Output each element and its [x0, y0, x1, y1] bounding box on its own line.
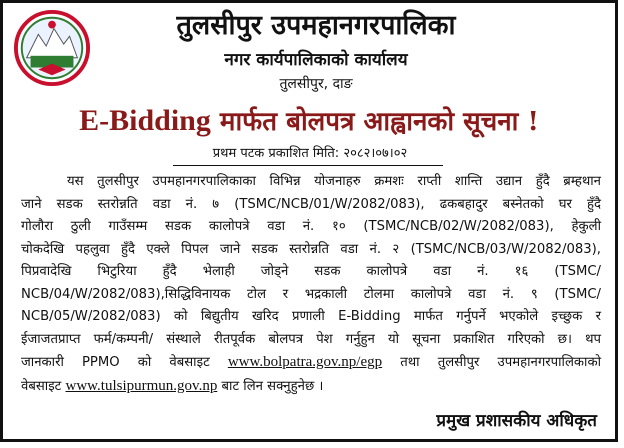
- body-line: [21, 375, 601, 399]
- office-name: नगर कार्यपालिकाको कार्यालय: [224, 50, 408, 70]
- body-line: [21, 351, 601, 375]
- body-line: गोलौरा ठुली गाउँसम्म सडक कालोपत्रे वडा नं. १० (TSMC/NCB/02/W/2082/083), हेकुली: [21, 219, 601, 234]
- municipality-website-link[interactable]: www.tulsipurmun.gov.np: [65, 377, 218, 394]
- notice-headline: [3, 103, 615, 140]
- body-line: ईजाजतप्राप्त फर्म/कम्पनी/ संस्थाले रीतपूर्वक बोलपत्र पेश गर्नुहुन यो सूचना प्रकाशित गरिएको छ। थप: [21, 331, 601, 347]
- headline-latin: E-Bidding: [79, 104, 211, 137]
- signatory-title: प्रमुख प्रशासकीय अधिकृत: [436, 411, 597, 431]
- body-line: चोकदेखि पहलुवा हुँदै एक्ले पिपल जाने सडक स्तरोन्नति वडा नं. २ (TSMC/NCB/03/W/2082/083),: [21, 241, 601, 257]
- body-line: यस तुलसीपुर उपमहानगरपालिकाका विभिन्न योजनाहरु क्रमशः राप्ती शान्ति उद्यान हुँदै ब्रम्हथान: [67, 174, 601, 189]
- body-text: वेबसाइट: [21, 378, 66, 394]
- nepal-government-emblem-icon: [13, 9, 91, 87]
- body-line: NCB/04/W/2082/083),सिद्धिविनायक टोल र भद्रकाली टोलमा कालोपत्रे वडा नं. ९ (TSMC/: [21, 286, 601, 302]
- publication-date-underline: [173, 165, 443, 166]
- organization-name: तुलसीपुर उपमहानगरपालिका: [176, 10, 456, 41]
- body-line: पिप्रवादेखि भिटुरिया हुँदै भेलाही जोड्ने सडक कालोपत्रे वडा नं. १६ (TSMC/: [21, 264, 601, 279]
- body-text: बाट लिन सक्नुहुनेछ ।: [217, 378, 324, 394]
- body-line: NCB/05/W/2082/083) को बिद्युतीय खरिद प्रणाली E-Bidding मार्फत गर्नुपर्ने भएकोले इच्छुक र: [21, 309, 601, 324]
- body-line: जाने सडक स्तरोन्नति वडा नं. ७ (TSMC/NCB/01/W/2082/083), ढकबहादुर बस्नेतको घर हुँदै: [21, 196, 601, 212]
- body-text: तथा तुलसीपुर उपमहानगरपालिकाको: [382, 355, 601, 370]
- office-location: तुलसीपुर, दाङ: [279, 76, 353, 92]
- headline-text: मार्फत बोलपत्र आह्वानको सूचना !: [210, 107, 539, 137]
- body-text: जानकारी PPMO को वेबसाइट: [21, 355, 228, 370]
- publication-date: प्रथम पटक प्रकाशित मिति: २०८२।०७।०२: [212, 146, 408, 161]
- ppmo-website-link[interactable]: www.bolpatra.gov.np/egp: [227, 354, 383, 370]
- notice-body: [21, 171, 601, 398]
